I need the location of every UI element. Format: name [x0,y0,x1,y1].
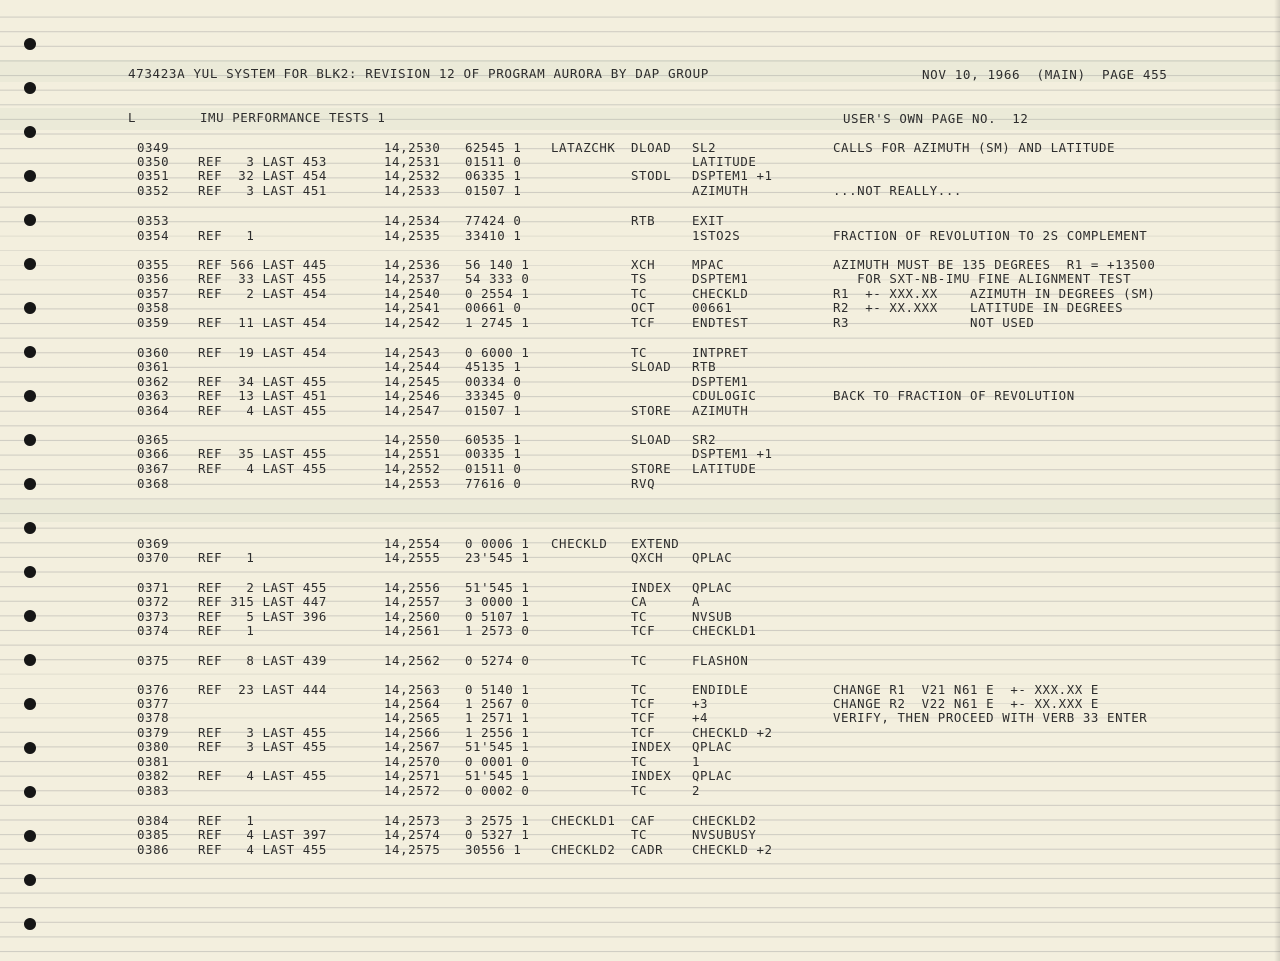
line-number: 0360 [137,345,170,360]
line-number: 0363 [137,388,170,403]
opcode: INDEX [631,739,672,754]
operand: LATITUDE [692,154,757,169]
address: 14,2536 [384,257,441,272]
line-number: 0365 [137,432,170,447]
opcode: STODL [631,168,672,183]
operand: SL2 [692,140,717,155]
line-number: 0359 [137,315,170,330]
paper-edge-shadow [1274,0,1280,961]
address: 14,2532 [384,168,441,183]
address: 14,2565 [384,710,441,725]
octal-word: 01511 0 [465,461,522,476]
operand: MPAC [692,257,725,272]
address: 14,2550 [384,432,441,447]
operand: NVSUB [692,609,733,624]
ref-info: REF 1 [198,623,255,638]
address: 14,2535 [384,228,441,243]
tractor-hole-icon [24,258,36,270]
opcode: SLOAD [631,432,672,447]
operand: QPLAC [692,768,733,783]
operand: AZIMUTH [692,403,749,418]
tractor-hole-icon [24,214,36,226]
octal-word: 00335 1 [465,446,522,461]
ref-info: REF 11 LAST 454 [198,315,327,330]
operand: RTB [692,359,717,374]
opcode: TCF [631,710,656,725]
line-number: 0351 [137,168,170,183]
ref-info: REF 1 [198,228,255,243]
line-number: 0374 [137,623,170,638]
octal-word: 1 2573 0 [465,623,530,638]
opcode: TC [631,653,648,668]
tractor-hole-icon [24,830,36,842]
opcode: TS [631,271,648,286]
tractor-hole-icon [24,654,36,666]
octal-word: 62545 1 [465,140,522,155]
address: 14,2547 [384,403,441,418]
operand: DSPTEM1 +1 [692,446,773,461]
octal-word: 0 5327 1 [465,827,530,842]
line-number: 0371 [137,580,170,595]
ref-info: REF 5 LAST 396 [198,609,327,624]
address: 14,2573 [384,813,441,828]
tractor-hole-icon [24,566,36,578]
octal-word: 45135 1 [465,359,522,374]
octal-word: 33345 0 [465,388,522,403]
ref-info: REF 35 LAST 455 [198,446,327,461]
line-number: 0380 [137,739,170,754]
address: 14,2546 [384,388,441,403]
ref-info: REF 3 LAST 455 [198,725,327,740]
octal-word: 0 0006 1 [465,536,530,551]
ref-info: REF 4 LAST 455 [198,461,327,476]
octal-word: 01507 1 [465,403,522,418]
address: 14,2545 [384,374,441,389]
operand: LATITUDE [692,461,757,476]
ref-info: REF 1 [198,813,255,828]
line-number: 0358 [137,300,170,315]
label: CHECKLD2 [551,842,616,857]
operand: CDULOGIC [692,388,757,403]
comment: ...NOT REALLY... [833,183,962,198]
line-number: 0381 [137,754,170,769]
opcode: CAF [631,813,656,828]
tractor-hole-icon [24,346,36,358]
line-number: 0361 [137,359,170,374]
address: 14,2541 [384,300,441,315]
ref-info: REF 3 LAST 453 [198,154,327,169]
address: 14,2551 [384,446,441,461]
operand: NVSUBUSY [692,827,757,842]
address: 14,2540 [384,286,441,301]
header-right: NOV 10, 1966 (MAIN) PAGE 455 [922,67,1168,82]
opcode: TC [631,827,648,842]
octal-word: 77424 0 [465,213,522,228]
operand: DSPTEM1 [692,271,749,286]
ref-info: REF 1 [198,550,255,565]
label: CHECKLD [551,536,608,551]
line-number: 0382 [137,768,170,783]
address: 14,2562 [384,653,441,668]
users-page-number: USER'S OWN PAGE NO. 12 [843,111,1029,126]
tractor-hole-icon [24,82,36,94]
address: 14,2555 [384,550,441,565]
address: 14,2563 [384,682,441,697]
line-number: 0368 [137,476,170,491]
operand: 1 [692,754,701,769]
operand: +3 [692,696,709,711]
address: 14,2572 [384,783,441,798]
operand: DSPTEM1 [692,374,749,389]
octal-word: 0 0002 0 [465,783,530,798]
opcode: EXTEND [631,536,680,551]
octal-word: 00661 0 [465,300,522,315]
octal-word: 51'545 1 [465,768,530,783]
ref-info: REF 315 LAST 447 [198,594,327,609]
operand: A [692,594,701,609]
opcode: TCF [631,623,656,638]
octal-word: 56 140 1 [465,257,530,272]
octal-word: 51'545 1 [465,739,530,754]
comment: FRACTION OF REVOLUTION TO 2S COMPLEMENT [833,228,1148,243]
address: 14,2552 [384,461,441,476]
label: LATAZCHK [551,140,616,155]
operand: DSPTEM1 +1 [692,168,773,183]
operand: CHECKLD +2 [692,842,773,857]
ref-info: REF 3 LAST 451 [198,183,327,198]
line-number: 0379 [137,725,170,740]
operand: 00661 [692,300,733,315]
paper-band [0,108,1280,130]
line-number: 0356 [137,271,170,286]
tractor-hole-icon [24,302,36,314]
line-number: 0377 [137,696,170,711]
line-number: 0366 [137,446,170,461]
tractor-hole-icon [24,390,36,402]
opcode: OCT [631,300,656,315]
ref-info: REF 2 LAST 455 [198,580,327,595]
line-number: 0355 [137,257,170,272]
operand: ENDIDLE [692,682,749,697]
opcode: TC [631,682,648,697]
line-number: 0367 [137,461,170,476]
address: 14,2543 [384,345,441,360]
line-number: 0386 [137,842,170,857]
line-number: 0372 [137,594,170,609]
tractor-hole-icon [24,434,36,446]
opcode: STORE [631,461,672,476]
comment: R1 +- XXX.XX AZIMUTH IN DEGREES (SM) [833,286,1156,301]
line-number: 0375 [137,653,170,668]
ref-info: REF 4 LAST 455 [198,842,327,857]
opcode: TCF [631,696,656,711]
opcode: QXCH [631,550,664,565]
operand: QPLAC [692,550,733,565]
address: 14,2531 [384,154,441,169]
comment: CHANGE R2 V22 N61 E +- XX.XXX E [833,696,1099,711]
operand: QPLAC [692,739,733,754]
opcode: INDEX [631,580,672,595]
address: 14,2553 [384,476,441,491]
ref-info: REF 4 LAST 455 [198,403,327,418]
octal-word: 0 5140 1 [465,682,530,697]
address: 14,2530 [384,140,441,155]
octal-word: 51'545 1 [465,580,530,595]
operand: 1STO2S [692,228,741,243]
opcode: TC [631,609,648,624]
line-number: 0362 [137,374,170,389]
line-number: 0349 [137,140,170,155]
octal-word: 1 2556 1 [465,725,530,740]
opcode: TC [631,345,648,360]
address: 14,2537 [384,271,441,286]
ref-info: REF 8 LAST 439 [198,653,327,668]
operand: EXIT [692,213,725,228]
line-number: 0364 [137,403,170,418]
ref-info: REF 32 LAST 454 [198,168,327,183]
tractor-hole-icon [24,874,36,886]
operand: FLASHON [692,653,749,668]
address: 14,2556 [384,580,441,595]
octal-word: 3 2575 1 [465,813,530,828]
line-number: 0354 [137,228,170,243]
address: 14,2571 [384,768,441,783]
octal-word: 54 333 0 [465,271,530,286]
octal-word: 77616 0 [465,476,522,491]
line-number: 0369 [137,536,170,551]
opcode: RVQ [631,476,656,491]
octal-word: 3 0000 1 [465,594,530,609]
opcode: TC [631,754,648,769]
label: CHECKLD1 [551,813,616,828]
address: 14,2560 [384,609,441,624]
octal-word: 1 2571 1 [465,710,530,725]
octal-word: 00334 0 [465,374,522,389]
header-left: 473423A YUL SYSTEM FOR BLK2: REVISION 12 OF PROGRAM AURORA BY DAP GROUP [128,66,709,81]
ref-info: REF 566 LAST 445 [198,257,327,272]
ref-info: REF 2 LAST 454 [198,286,327,301]
tractor-hole-icon [24,478,36,490]
tractor-hole-icon [24,522,36,534]
opcode: TCF [631,725,656,740]
line-number: 0378 [137,710,170,725]
operand: ENDTEST [692,315,749,330]
paper-band [0,500,1280,522]
operand: 2 [692,783,701,798]
line-number: 0384 [137,813,170,828]
comment: AZIMUTH MUST BE 135 DEGREES R1 = +13500 [833,257,1156,272]
address: 14,2575 [384,842,441,857]
tractor-hole-icon [24,698,36,710]
opcode: TCF [631,315,656,330]
address: 14,2574 [384,827,441,842]
address: 14,2533 [384,183,441,198]
address: 14,2534 [384,213,441,228]
line-number: 0357 [137,286,170,301]
octal-word: 0 6000 1 [465,345,530,360]
octal-word: 33410 1 [465,228,522,243]
octal-word: 1 2745 1 [465,315,530,330]
line-number: 0385 [137,827,170,842]
tractor-hole-icon [24,786,36,798]
opcode: RTB [631,213,656,228]
line-number: 0370 [137,550,170,565]
tractor-hole-icon [24,38,36,50]
line-number: 0353 [137,213,170,228]
opcode: SLOAD [631,359,672,374]
comment: BACK TO FRACTION OF REVOLUTION [833,388,1075,403]
octal-word: 0 2554 1 [465,286,530,301]
octal-word: 01507 1 [465,183,522,198]
section-title: IMU PERFORMANCE TESTS 1 [200,110,386,125]
opcode: STORE [631,403,672,418]
octal-word: 1 2567 0 [465,696,530,711]
address: 14,2554 [384,536,441,551]
opcode: TC [631,783,648,798]
ref-info: REF 3 LAST 455 [198,739,327,754]
octal-word: 0 5274 0 [465,653,530,668]
ref-info: REF 33 LAST 455 [198,271,327,286]
operand: AZIMUTH [692,183,749,198]
opcode: INDEX [631,768,672,783]
line-number: 0352 [137,183,170,198]
tractor-hole-icon [24,742,36,754]
line-number: 0383 [137,783,170,798]
ref-info: REF 4 LAST 397 [198,827,327,842]
opcode: DLOAD [631,140,672,155]
tractor-hole-icon [24,170,36,182]
operand: CHECKLD [692,286,749,301]
address: 14,2542 [384,315,441,330]
comment: R3 NOT USED [833,315,1035,330]
tractor-hole-icon [24,918,36,930]
line-number: 0376 [137,682,170,697]
comment: R2 +- XX.XXX LATITUDE IN DEGREES [833,300,1124,315]
comment: CHANGE R1 V21 N61 E +- XXX.XX E [833,682,1099,697]
opcode: CADR [631,842,664,857]
address: 14,2561 [384,623,441,638]
ref-info: REF 19 LAST 454 [198,345,327,360]
octal-word: 23'545 1 [465,550,530,565]
octal-word: 60535 1 [465,432,522,447]
ref-info: REF 34 LAST 455 [198,374,327,389]
octal-word: 06335 1 [465,168,522,183]
address: 14,2567 [384,739,441,754]
comment: VERIFY, THEN PROCEED WITH VERB 33 ENTER [833,710,1148,725]
operand: SR2 [692,432,717,447]
tractor-hole-icon [24,126,36,138]
comment: CALLS FOR AZIMUTH (SM) AND LATITUDE [833,140,1116,155]
ref-info: REF 13 LAST 451 [198,388,327,403]
operand: +4 [692,710,709,725]
opcode: TC [631,286,648,301]
operand: QPLAC [692,580,733,595]
operand: CHECKLD +2 [692,725,773,740]
opcode: XCH [631,257,656,272]
octal-word: 0 0001 0 [465,754,530,769]
address: 14,2570 [384,754,441,769]
opcode: CA [631,594,648,609]
operand: INTPRET [692,345,749,360]
comment: FOR SXT-NB-IMU FINE ALIGNMENT TEST [833,271,1132,286]
line-number: 0373 [137,609,170,624]
address: 14,2557 [384,594,441,609]
ref-info: REF 23 LAST 444 [198,682,327,697]
octal-word: 30556 1 [465,842,522,857]
address: 14,2544 [384,359,441,374]
octal-word: 0 5107 1 [465,609,530,624]
section-marker: L [128,110,137,125]
line-number: 0350 [137,154,170,169]
operand: CHECKLD1 [692,623,757,638]
tractor-hole-icon [24,610,36,622]
ref-info: REF 4 LAST 455 [198,768,327,783]
octal-word: 01511 0 [465,154,522,169]
operand: CHECKLD2 [692,813,757,828]
address: 14,2566 [384,725,441,740]
address: 14,2564 [384,696,441,711]
